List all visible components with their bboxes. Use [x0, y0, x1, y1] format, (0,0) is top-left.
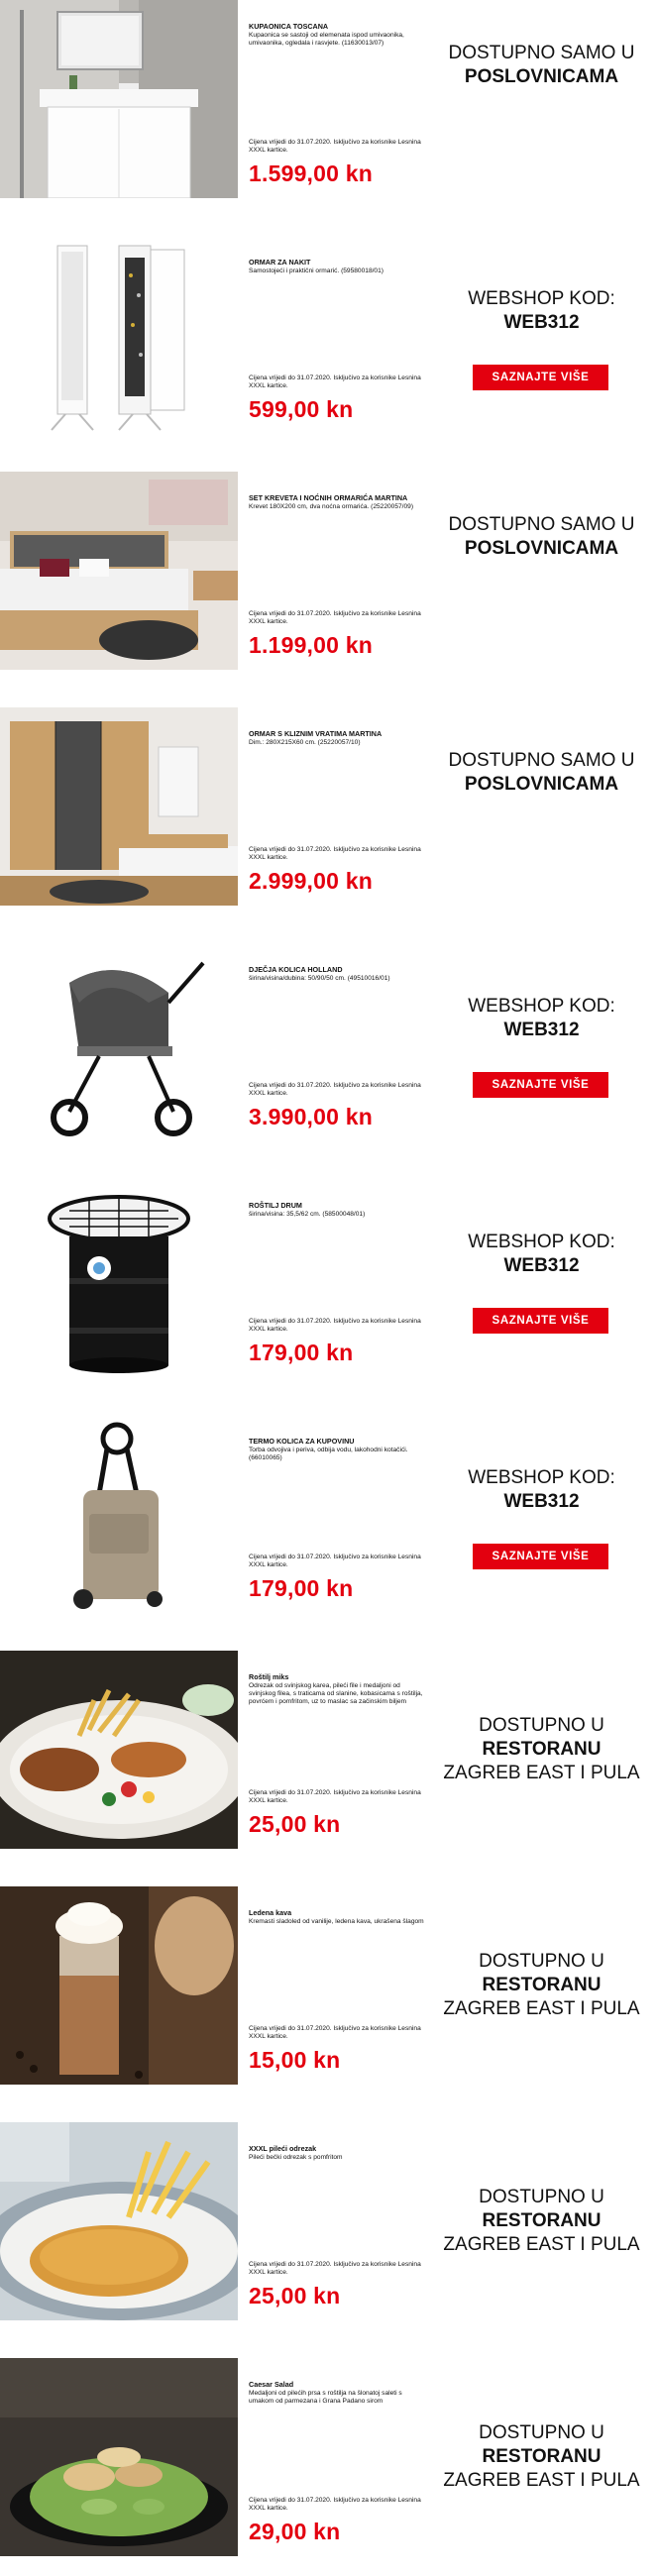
- availability-line-2: POSLOVNICAMA: [464, 774, 619, 795]
- price-note: Cijena vrijedi do 31.07.2020. Isključivo za korisnike Lesnina XXXL kartice.: [249, 846, 421, 861]
- product-price: 3.990,00 kn: [249, 1104, 373, 1129]
- product-row: [0, 1886, 657, 2122]
- webshop-code-label: WEBSHOP KOD:: [468, 1232, 615, 1252]
- restaurant-box: [426, 1886, 657, 2085]
- availability-line-2: POSLOVNICAMA: [464, 66, 619, 87]
- product-price: 29,00 kn: [249, 2519, 341, 2544]
- restaurant-box: [426, 1651, 657, 1849]
- webshop-code-box: [426, 1415, 657, 1613]
- price-note: Cijena vrijedi do 31.07.2020. Isključivo za korisnike Lesnina XXXL kartice.: [249, 2025, 421, 2040]
- webshop-code: WEB312: [503, 1020, 580, 1040]
- availability-line-2: POSLOVNICAMA: [464, 538, 619, 559]
- product-row: [0, 472, 657, 707]
- product-row: [0, 707, 657, 943]
- learn-more-button[interactable]: SAZNAJTE VIŠE: [473, 1544, 608, 1569]
- product-name: Roštilj miks: [249, 1672, 289, 1681]
- restaurant-line-2: RESTORANU: [482, 1739, 602, 1760]
- restaurant-box: [426, 2122, 657, 2320]
- webshop-code: WEB312: [503, 1255, 580, 1276]
- restaurant-line-3: ZAGREB EAST I PULA: [443, 2234, 640, 2255]
- restaurant-line-1: DOSTUPNO U: [479, 1951, 604, 1972]
- stroller-photo[interactable]: [0, 943, 238, 1141]
- product-price: 15,00 kn: [249, 2047, 341, 2073]
- caesar-salad-photo[interactable]: [0, 2358, 238, 2556]
- product-name: TERMO KOLICA ZA KUPOVINU: [249, 1437, 355, 1446]
- learn-more-button[interactable]: SAZNAJTE VIŠE: [473, 1308, 608, 1334]
- product-row: [0, 2358, 657, 2576]
- product-price: 1.199,00 kn: [249, 632, 373, 658]
- webshop-code: WEB312: [503, 1491, 580, 1512]
- product-row: [0, 1179, 657, 1415]
- price-note: Cijena vrijedi do 31.07.2020. Isključivo za korisnike Lesnina XXXL kartice.: [249, 375, 421, 389]
- restaurant-line-2: RESTORANU: [482, 1975, 602, 1995]
- product-row: [0, 236, 657, 472]
- price-note: Cijena vrijedi do 31.07.2020. Isključivo za korisnike Lesnina XXXL kartice.: [249, 2261, 421, 2276]
- restaurant-line-2: RESTORANU: [482, 2446, 602, 2467]
- webshop-code-label: WEBSHOP KOD:: [468, 1467, 615, 1488]
- product-price: 1.599,00 kn: [249, 161, 373, 186]
- restaurant-line-3: ZAGREB EAST I PULA: [443, 1998, 640, 2019]
- price-note: Cijena vrijedi do 31.07.2020. Isključivo za korisnike Lesnina XXXL kartice.: [249, 139, 421, 154]
- grill-photo[interactable]: [0, 1179, 238, 1377]
- product-name: DJEČJA KOLICA HOLLAND: [249, 965, 343, 974]
- restaurant-line-2: RESTORANU: [482, 2210, 602, 2231]
- product-description: Dim.: 280X215X60 cm. (25220057/10): [249, 739, 361, 746]
- product-description: Kremasti sladoled od vanilije, ledena kava, ukrašena šlagom: [249, 1918, 424, 1925]
- schnitzel-photo[interactable]: [0, 2122, 238, 2320]
- price-note: Cijena vrijedi do 31.07.2020. Isključivo za korisnike Lesnina XXXL kartice.: [249, 2497, 421, 2512]
- bathroom-photo[interactable]: [0, 0, 238, 198]
- restaurant-line-3: ZAGREB EAST I PULA: [443, 1763, 640, 1783]
- restaurant-box: [426, 2358, 657, 2556]
- product-name: XXXL pileći odrezak: [249, 2144, 317, 2153]
- product-name: ROŠTILJ DRUM: [249, 1201, 302, 1210]
- product-price: 25,00 kn: [249, 2283, 341, 2308]
- price-note: Cijena vrijedi do 31.07.2020. Isključivo za korisnike Lesnina XXXL kartice.: [249, 1082, 421, 1097]
- product-description: širina/visina: 35,5/62 cm. (58500048/01): [249, 1211, 366, 1218]
- availability-box: [426, 707, 657, 906]
- jewelry-cabinet-photo[interactable]: [0, 236, 238, 434]
- product-description: Torba odvojiva i periva, odbija vodu, lakohodni kotačići. (66010065): [249, 1447, 408, 1461]
- learn-more-button[interactable]: SAZNAJTE VIŠE: [473, 365, 608, 390]
- product-row: [0, 943, 657, 1179]
- iced-coffee-photo[interactable]: [0, 1886, 238, 2085]
- webshop-code-box: [426, 1179, 657, 1377]
- webshop-code-box: [426, 943, 657, 1141]
- grill-mix-photo[interactable]: [0, 1651, 238, 1849]
- restaurant-line-3: ZAGREB EAST I PULA: [443, 2470, 640, 2491]
- availability-line-1: DOSTUPNO SAMO U: [448, 750, 635, 771]
- restaurant-line-1: DOSTUPNO U: [479, 2187, 604, 2207]
- product-name: KUPAONICA TOSCANA: [249, 22, 329, 31]
- product-row: [0, 1651, 657, 1886]
- restaurant-line-1: DOSTUPNO U: [479, 2422, 604, 2443]
- product-description: Odrezak od svinjskog karea, pileći file i medaljoni od svinjskog filea, s traticama od slanine, kobasicama s roštilja, povrćem i pomfritom, uz to maslac sa začinskim biljem: [249, 1682, 423, 1705]
- price-note: Cijena vrijedi do 31.07.2020. Isključivo za korisnike Lesnina XXXL kartice.: [249, 1554, 421, 1568]
- availability-box: [426, 472, 657, 670]
- product-name: ORMAR ZA NAKIT: [249, 258, 311, 267]
- product-name: Ledena kava: [249, 1908, 292, 1917]
- product-row: [0, 2122, 657, 2358]
- product-description: Medaljoni od pilećih prsa s roštilja na šlonatoj saleti s umakom od parmezana i Grana Padano sirom: [249, 2390, 402, 2405]
- product-description: Kupaonica se sastoji od elemenata ispod umivaonika, umivaonika, ogledala i rasvjete. (11630013/07): [249, 32, 404, 47]
- webshop-code: WEB312: [503, 312, 580, 333]
- product-row: [0, 0, 657, 236]
- product-price: 179,00 kn: [249, 1575, 354, 1601]
- learn-more-button[interactable]: SAZNAJTE VIŠE: [473, 1072, 608, 1098]
- price-note: Cijena vrijedi do 31.07.2020. Isključivo za korisnike Lesnina XXXL kartice.: [249, 610, 421, 625]
- shopping-trolley-photo[interactable]: [0, 1415, 238, 1613]
- product-description: Pileći bečki odrezak s pomfritom: [249, 2154, 343, 2161]
- product-name: Caesar Salad: [249, 2380, 294, 2389]
- product-price: 599,00 kn: [249, 396, 354, 422]
- product-price: 179,00 kn: [249, 1340, 354, 1365]
- restaurant-line-1: DOSTUPNO U: [479, 1715, 604, 1736]
- product-price: 25,00 kn: [249, 1811, 341, 1837]
- bedroom-photo[interactable]: [0, 472, 238, 670]
- product-name: SET KREVETA I NOĆNIH ORMARIĆA MARTINA: [249, 493, 408, 502]
- price-note: Cijena vrijedi do 31.07.2020. Isključivo za korisnike Lesnina XXXL kartice.: [249, 1789, 421, 1804]
- availability-line-1: DOSTUPNO SAMO U: [448, 514, 635, 535]
- wardrobe-photo[interactable]: [0, 707, 238, 906]
- product-description: Samostojeći i praktični ormarić. (59580018/01): [249, 268, 383, 274]
- webshop-code-label: WEBSHOP KOD:: [468, 288, 615, 309]
- product-row: [0, 1415, 657, 1651]
- webshop-code-box: [426, 236, 657, 434]
- product-name: ORMAR S KLIZNIM VRATIMA MARTINA: [249, 729, 383, 738]
- availability-box: [426, 0, 657, 198]
- product-description: Krevet 180X200 cm, dva noćna ormarića. (25220057/09): [249, 503, 414, 510]
- price-note: Cijena vrijedi do 31.07.2020. Isključivo za korisnike Lesnina XXXL kartice.: [249, 1318, 421, 1333]
- product-price: 2.999,00 kn: [249, 868, 373, 894]
- webshop-code-label: WEBSHOP KOD:: [468, 996, 615, 1017]
- availability-line-1: DOSTUPNO SAMO U: [448, 43, 635, 63]
- product-description: širina/visina/dubina: 50/90/50 cm. (49510016/01): [249, 975, 390, 982]
